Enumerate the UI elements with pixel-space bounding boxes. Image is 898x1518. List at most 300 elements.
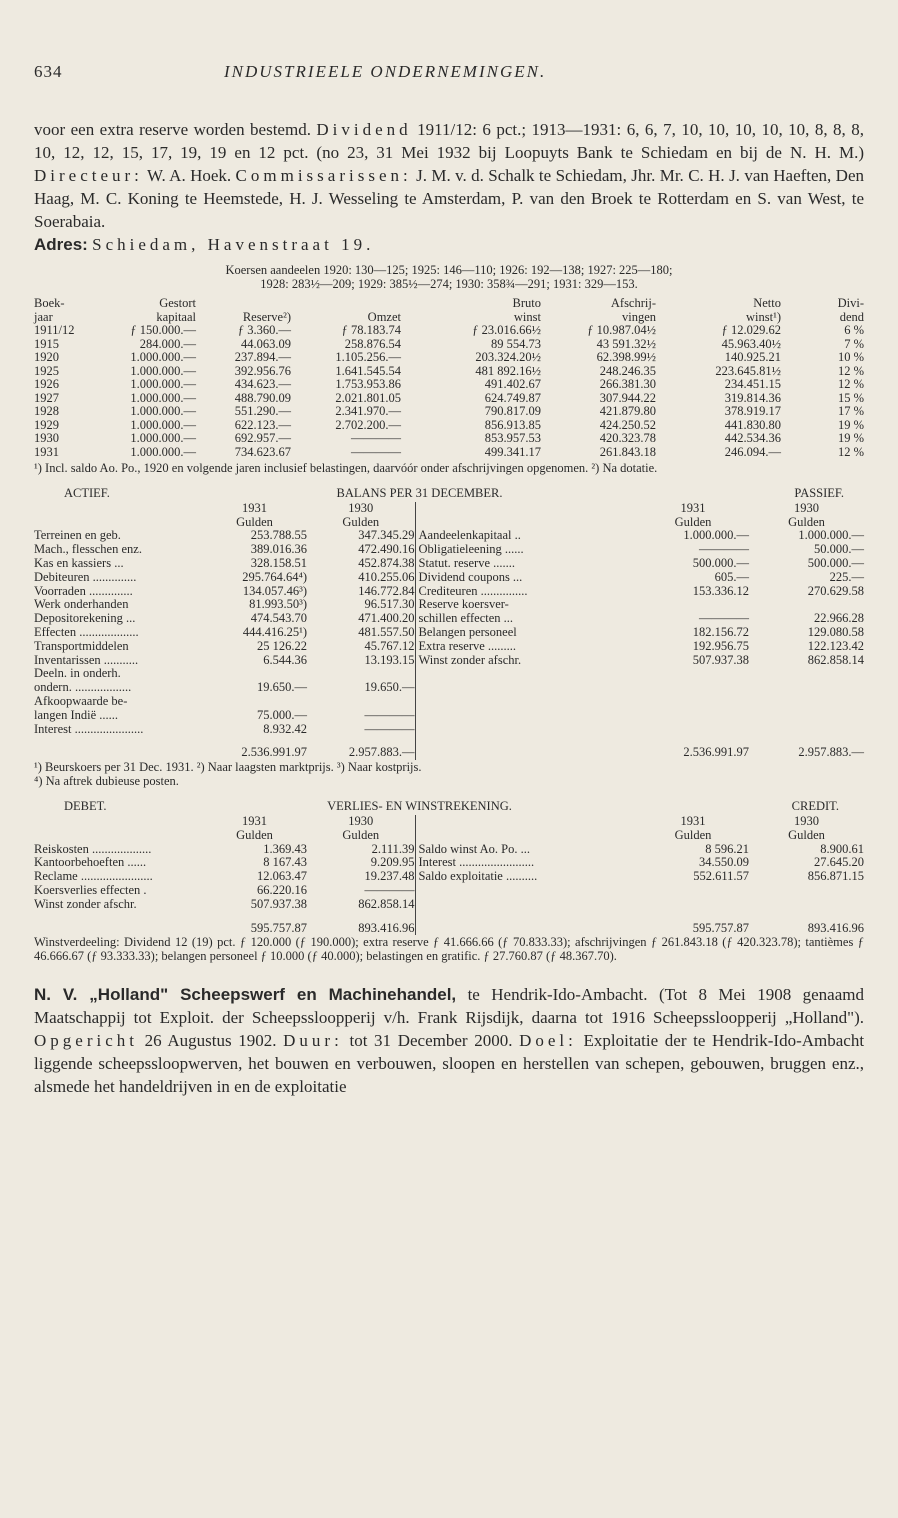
dividend-cell: 434.623.— [234,377,291,391]
dividend-cell: 7 % [844,336,864,351]
table-row [34,695,864,709]
commissarissen-value: J. M. v. d. Schalk te Schiedam, Jhr. Mr. C. H. J. van Haeften, Den Haag, M. C. Koning te Heemstede, H. J. Wesseling te Amsterdam, P. van den Broek te Rotterdam en S. van West, te Soerabaia. [34,166,865,231]
total-left-1930: 893.416.96 [358,920,415,935]
dividend-cell: 378.919.17 [724,404,781,418]
dividend-cell: 237.894.— [234,350,291,364]
passief-label: Obligatieleening ...... [415,543,637,557]
dividend-cell: 6 % [844,323,864,337]
credit-label: Saldo winst Ao. Po. ... [415,843,637,857]
vw-unit-2: Gulden [342,827,380,842]
directeur-value: W. A. Hoek. [146,166,232,185]
dividend-cell: 284.000.— [139,336,196,351]
dividend-footnote: ¹) Incl. saldo Ao. Po., 1920 en volgende jaren inclusief belastingen, daarvóór onder afschrijvingen opgenomen. ²) Na dotatie. [34,461,658,475]
actief-label: Mach., flesschen enz. [34,542,142,557]
dividend-cell: ƒ 23.016.66½ [472,323,541,337]
dividend-cell: 12 % [837,377,864,391]
dividend-cell: 140.925.21 [724,350,781,364]
passief-label: Crediteuren ............... [415,585,637,599]
credit-1931: 552.611.57 [693,869,749,884]
credit-label: Saldo exploitatie .......... [415,870,637,884]
actief-1930: ———— [364,721,415,736]
table-row [34,365,864,379]
passief-1930: 862.858.14 [807,652,864,667]
actief-1931: 25 126.22 [257,638,307,653]
actief-label: Voorraden .............. [34,583,133,598]
dividend-cell: ———— [351,444,401,459]
passief-1931: ———— [699,542,749,557]
dividend-header-top-3 [291,297,401,311]
dividend-cell: 856.913.85 [484,417,541,432]
balans-units [34,516,864,530]
dividend-cell: 307.944.22 [599,390,656,405]
passief-label: Aandeelenkapitaal .. [415,529,637,543]
dividend-cell: 319.814.36 [724,390,781,405]
dividend-cell: 692.957.— [234,431,291,445]
table-row [34,338,864,352]
total-left-1931: 595.757.87 [250,920,307,935]
dividend-cell: 2.702.200.— [335,417,401,432]
table-row [34,432,864,446]
actief-1930: 471.400.20 [358,611,415,626]
vw-unit-1: Gulden [236,827,273,842]
actief-1931: 328.158.51 [250,555,307,570]
dividend-cell: 1.753.953.86 [335,377,401,391]
dividend-header-bottom-6: winst¹) [746,309,781,324]
intro-paragraph [34,118,864,233]
actief-label: Werk onderhanden [34,597,129,612]
vw-year-1931-left: 1931 [242,813,267,828]
dividend-table-header-bottom [34,311,864,325]
table-row [34,324,864,338]
totals-row [34,912,864,936]
debet-1930: 862.858.14 [358,896,415,911]
winstverdeeling: Winstverdeeling: Dividend 12 (19) pct. ƒ 120.000 (ƒ 190.000); extra reserve ƒ 41.666.66 (ƒ 70.833.33); afschrijvingen ƒ 261.843.18 (ƒ 420.323.78); tantièmes ƒ 46.666.67 (ƒ 93.333.33); belangen personeel ƒ 10.000 (ƒ 40.000); belastingen en gratific. ƒ 27.760.87 (ƒ 48.367.70). [34,935,864,964]
dividend-cell: 12 % [837,444,864,459]
dividend-cell: 2.341.970.— [335,404,401,418]
dividend-header-bottom-7: dend [839,309,864,324]
credit-title: CREDIT. [791,799,839,814]
passief-title: PASSIEF. [794,486,844,500]
balans-footnotes [34,760,864,788]
dividend-header-top-5: Afschrij- [610,296,656,310]
debet-1930: 19.237.48 [364,869,415,884]
balans-year-1931-right: 1931 [680,500,706,515]
table-row [34,598,864,612]
actief-1930 [307,667,415,681]
table-row [34,870,864,884]
actief-1931: 19.650.— [257,680,307,695]
balans-unit-2: Gulden [342,514,380,529]
dividend-cell: ƒ 12.029.62 [721,323,781,337]
totals-row [34,736,864,760]
holland-text: te Hendrik-Ido-Ambacht. (Tot 8 Mei 1908 genaamd Maatschappij tot Exploit. der Scheepssloopperij v/h. Frank Rijsdijk, daarna tot 1916 Scheepssloopperij „Holland"). [34,985,864,1028]
balans-unit-1: Gulden [236,514,273,529]
total-right-1931: 2.536.991.97 [683,745,749,760]
passief-1930 [749,598,864,612]
directeur-label: Directeur: [34,166,143,185]
actief-label: Debiteuren .............. [34,569,137,584]
dividend-header-top-4: Bruto [512,296,541,310]
dividend-cell: 622.123.— [234,417,291,432]
dividend-cell: 12 % [837,363,864,378]
vw-year-1930-right: 1930 [794,813,819,828]
dividend-table-header-top [34,297,864,311]
adres-value: Schiedam, Havenstraat 19. [92,235,375,254]
passief-1930: 122.123.42 [807,638,864,653]
dividend-cell: 624.749.87 [484,390,541,405]
dividend-cell: 1920 [34,350,59,364]
dividend-cell: 1911/12 [34,323,75,337]
actief-1930: ———— [364,707,415,722]
dividend-cell: 441.830.80 [724,417,781,432]
vw-year-1931-right: 1931 [680,813,706,828]
koersen-block [34,263,864,291]
credit-1930: 27.645.20 [814,855,864,870]
dividend-cell: 551.290.— [234,404,291,418]
dividend-cell: 62.398.99½ [596,350,656,364]
dividend-cell: 1925 [34,363,59,378]
passief-label: Dividend coupons ... [415,571,637,585]
dividend-cell: 1.105.256.— [335,350,401,364]
dividend-cell: 488.790.09 [234,390,291,405]
credit-1930: 8.900.61 [820,841,864,856]
dividend-cell: 15 % [837,390,864,405]
actief-label: Transportmiddelen [34,638,129,653]
vw-year-1930-left: 1930 [348,813,374,828]
table-row [34,709,864,723]
dividend-cell: 17 % [837,404,864,418]
dividend-cell: 481 892.16½ [475,363,541,378]
vw-units [34,829,864,843]
table-row [34,571,864,585]
opgericht-label: Opgericht [34,1031,138,1051]
balans-years [34,502,864,516]
passief-1931: 192.956.75 [692,638,749,653]
dividend-cell: 234.451.15 [724,377,781,391]
actief-1931: 389.016.36 [250,542,307,557]
passief-1930: 22.966.28 [814,611,864,626]
debet-title: DEBET. [64,799,107,814]
doel-value: Exploitatie der te Hendrik-Ido-Ambacht liggende scheepssloopwerven, het bouwen en verbouwen, sloopen en herstellen van schepen, gebouwen, bruggen enz., alsmede het handeldrijven in en de exploitatie [34,1031,865,1097]
actief-1930: 13.193.15 [364,652,415,667]
dividend-cell: 19 % [837,417,864,432]
actief-label: ondern. .................. [34,680,132,695]
passief-1931: ———— [699,611,749,626]
dividend-header-top-1: Gestort [159,296,196,310]
dividend-cell: 10 % [837,350,864,364]
total-left-1930: 2.957.883.— [348,745,415,760]
dividend-cell: 424.250.52 [599,417,656,432]
passief-1930: 270.629.58 [807,583,864,598]
intro-line1: voor een extra reserve worden bestemd. [34,120,311,139]
holland-title: N. V. „Holland" Scheepswerf en Machinehandel, [34,985,457,1005]
passief-label: Belangen personeel [415,626,637,640]
debet-1930: ———— [364,882,415,897]
table-row [34,351,864,365]
dividend-header-bottom-3: Omzet [367,309,401,324]
dividend-header-bottom-5: vingen [621,309,656,324]
holland-paragraph [34,983,864,1098]
passief-label: Statut. reserve ....... [415,557,637,571]
debet-1931: 66.220.16 [257,882,307,897]
actief-1931 [202,695,307,709]
dividend-cell: 258.876.54 [344,336,401,351]
dividend-history: 1911/12: 6 pct.; 1913—1931: 6, 6, 7, 10, 10, 10, 10, 10, 8, 8, 8, 10, 12, 12, 15, 17, 19, 19 en 12 pct. (no 23, 31 Mei 1932 bij Loopuyts Bank te Schiedam en bij de N. H. M.) [34,120,865,162]
dividend-cell: 1.000.000.— [130,431,196,445]
actief-title: ACTIEF. [64,486,110,500]
table-row [34,856,864,870]
table-row [34,681,864,695]
koersen-line-1: Koersen aandeelen 1920: 130—125; 1925: 146—110; 1926: 192—138; 1927: 225—180; [225,263,673,277]
vw-unit-4: Gulden [788,827,825,842]
dividend-cell: 1.000.000.— [130,444,196,459]
actief-1930: 452.874.38 [358,555,415,570]
koersen-line-2: 1928: 283½—209; 1929: 385½—274; 1930: 358¾—291; 1931: 329—153. [260,277,638,291]
passief-1931: 182.156.72 [692,624,749,639]
duur-label: Duur: [283,1031,343,1051]
dividend-cell: 203.324.20½ [475,350,541,364]
passief-1930: 50.000.— [814,542,864,557]
dividend-cell: 442.534.36 [724,431,781,445]
table-row [34,640,864,654]
dividend-cell: 1915 [34,336,59,351]
dividend-label: Dividend [316,120,412,139]
passief-1931 [637,598,749,612]
credit-label: Interest ........................ [415,856,637,870]
actief-1931: 8.932.42 [263,721,307,736]
vw-years [34,815,864,829]
total-left-1931: 2.536.991.97 [241,745,307,760]
passief-1930: 1.000.000.— [798,528,864,543]
actief-1930 [307,695,415,709]
debet-1931: 1.369.43 [263,841,307,856]
dividend-cell: 1.000.000.— [130,404,196,418]
dividend-cell: 266.381.30 [599,377,656,391]
dividend-cell: 1930 [34,431,59,445]
dividend-cell: 261.843.18 [599,444,656,459]
dividend-cell: 1.000.000.— [130,417,196,432]
passief-1931: 507.937.38 [692,652,749,667]
dividend-cell: 734.623.67 [234,444,291,459]
dividend-header-top-7: Divi- [837,296,864,310]
dividend-cell: 499.341.17 [484,444,541,459]
actief-1930: 45.767.12 [364,638,415,653]
adres-label: Adres: [34,235,88,254]
page-number: 634 [34,62,63,81]
actief-1931: 295.764.64⁴) [242,569,307,584]
actief-label: Afkoopwaarde be- [34,693,128,708]
actief-1930: 410.255.06 [358,569,415,584]
dividend-cell: 1931 [34,444,59,459]
actief-label: Depositorekening ... [34,611,136,626]
balans-year-1931-left: 1931 [242,500,267,515]
table-row [34,392,864,406]
table-row [34,446,864,460]
credit-1930: 856.871.15 [807,869,864,884]
table-row [34,543,864,557]
actief-1930: 347.345.29 [358,528,415,543]
balans-year-1930-left: 1930 [348,500,374,515]
passief-1930: 225.— [829,569,864,584]
table-row [34,843,864,857]
dividend-cell: 1928 [34,404,59,418]
actief-label: Kas en kassiers ... [34,555,124,570]
dividend-cell: 790.817.09 [484,404,541,418]
dividend-cell: 1.000.000.— [130,350,196,364]
page [34,62,864,1098]
actief-1931 [202,667,307,681]
duur-value: tot 31 December 2000. [349,1031,513,1051]
balans-titles [34,487,864,502]
passief-1930: 129.080.58 [807,624,864,639]
debet-label: Kantoorbehoeften ...... [34,855,147,870]
actief-1930: 472.490.16 [358,542,415,557]
dividend-cell: 43 591.32½ [596,336,656,351]
dividend-cell: 491.402.67 [484,377,541,391]
passief-1931: 605.— [714,569,749,584]
debet-label: Winst zonder afschr. [34,896,137,911]
table-row [34,654,864,668]
actief-1931: 6.544.36 [263,652,307,667]
dividend-table [34,297,864,459]
actief-1931: 134.057.46³) [242,583,307,598]
debet-label: Koersverlies effecten . [34,882,147,897]
debet-label: Reiskosten ................... [34,841,152,856]
debet-1931: 12.063.47 [257,869,307,884]
dividend-cell: 1.000.000.— [130,390,196,405]
dividend-cell: 45.963.40½ [721,336,781,351]
balans-footnote-1: ¹) Beurskoers per 31 Dec. 1931. ²) Naar laagsten marktprijs. ³) Naar kostprijs. [34,760,422,775]
balans-footnote-2: ⁴) Na aftrek dubieuse posten. [34,774,179,789]
dividend-cell: ———— [351,431,401,445]
passief-label: schillen effecten ... [415,612,637,626]
opgericht-value: 26 Augustus 1902. [144,1031,277,1051]
dividend-cell: 1929 [34,417,59,432]
commissarissen-label: Commissarissen: [235,166,412,185]
dividend-cell: 1926 [34,377,59,391]
table-row [34,419,864,433]
debet-1931: 8 167.43 [263,855,307,870]
passief-label: Reserve koersver- [415,598,637,612]
dividend-cell: 19 % [837,431,864,445]
credit-1931: 34.550.09 [699,855,749,870]
dividend-cell: 89 554.73 [491,336,541,351]
vw-unit-3: Gulden [674,827,712,842]
table-row [34,723,864,737]
dividend-cell: 246.094.— [724,444,781,459]
balans-year-1930-right: 1930 [794,500,819,515]
debet-1930: 2.111.39 [371,841,415,856]
table-row [34,557,864,571]
actief-1931: 474.543.70 [250,611,307,626]
dividend-cell: ƒ 10.987.04½ [587,323,656,337]
actief-1931: 81.993.50³) [249,597,307,612]
dividend-cell: 2.021.801.05 [335,390,401,405]
adres-line [34,233,864,256]
actief-label: Interest ...................... [34,721,144,736]
balans-title: BALANS PER 31 DECEMBER. [336,486,503,500]
dividend-header-bottom-0: jaar [34,309,53,324]
table-row [34,626,864,640]
balans-table [34,487,864,760]
actief-1930: 19.650.— [364,680,415,695]
total-right-1930: 893.416.96 [807,920,864,935]
actief-label: Deeln. in onderh. [34,666,121,681]
vw-titles [34,800,864,815]
dividend-cell: 392.956.76 [234,363,291,378]
dividend-cell: 248.246.35 [599,363,656,378]
dividend-header-top-6: Netto [753,296,781,310]
actief-1930: 96.517.30 [364,597,415,612]
total-right-1931: 595.757.87 [692,920,749,935]
total-right-1930: 2.957.883.— [798,745,864,760]
dividend-cell: 420.323.78 [599,431,656,445]
table-row [34,529,864,543]
vw-title: VERLIES- EN WINSTREKENING. [327,799,512,814]
dividend-header-top-0: Boek- [34,296,65,310]
balans-unit-3: Gulden [674,514,712,529]
credit-1931: 8 596.21 [705,841,749,856]
dividend-cell: 1.000.000.— [130,363,196,378]
passief-1931: 1.000.000.— [683,528,749,543]
verlies-winst-table [34,800,864,935]
debet-1931: 507.937.38 [250,896,307,911]
dividend-cell: 421.879.80 [599,404,656,418]
dividend-header-bottom-4: winst [513,309,541,324]
table-row [34,612,864,626]
dividend-cell: 44.063.09 [241,336,291,351]
dividend-cell: 1.641.545.54 [335,363,401,378]
passief-1931: 153.336.12 [692,583,749,598]
dividend-header-top-2 [196,297,291,311]
actief-label: Inventarissen ........... [34,652,139,667]
page-header [34,62,864,82]
actief-1931: 444.416.25¹) [242,624,307,639]
dividend-cell: ƒ 78.183.74 [341,323,401,337]
debet-label: Reclame ....................... [34,869,153,884]
table-row [34,378,864,392]
running-title: INDUSTRIEELE ONDERNEMINGEN. [224,62,547,81]
dividend-cell: 853.957.53 [484,431,541,445]
table-row [34,667,864,681]
dividend-cell: 1.000.000.— [130,377,196,391]
passief-label: Winst zonder afschr. [415,654,637,668]
dividend-cell: ƒ 3.360.— [237,323,291,337]
doel-label: Doel: [519,1031,577,1051]
debet-1930: 9.209.95 [370,855,415,870]
actief-label: langen Indië ...... [34,707,119,722]
table-row [34,405,864,419]
dividend-header-bottom-2: Reserve²) [242,309,291,324]
balans-unit-4: Gulden [788,514,825,529]
dividend-header-bottom-1: kapitaal [156,309,196,324]
actief-1931: 75.000.— [257,707,307,722]
dividend-cell: ƒ 150.000.— [130,323,196,337]
table-row [34,898,864,912]
actief-label: Effecten ................... [34,624,139,639]
table-row [34,585,864,599]
actief-label: Terreinen en geb. [34,528,121,543]
actief-1930: 146.772.84 [358,583,415,598]
passief-label: Extra reserve ......... [415,640,637,654]
dividend-cell: 1927 [34,390,59,405]
actief-1930: 481.557.50 [358,624,415,639]
passief-1930: 500.000.— [807,555,864,570]
dividend-cell: 223.645.81½ [715,363,781,378]
passief-1931: 500.000.— [692,555,749,570]
actief-1931: 253.788.55 [250,528,307,543]
table-row [34,884,864,898]
